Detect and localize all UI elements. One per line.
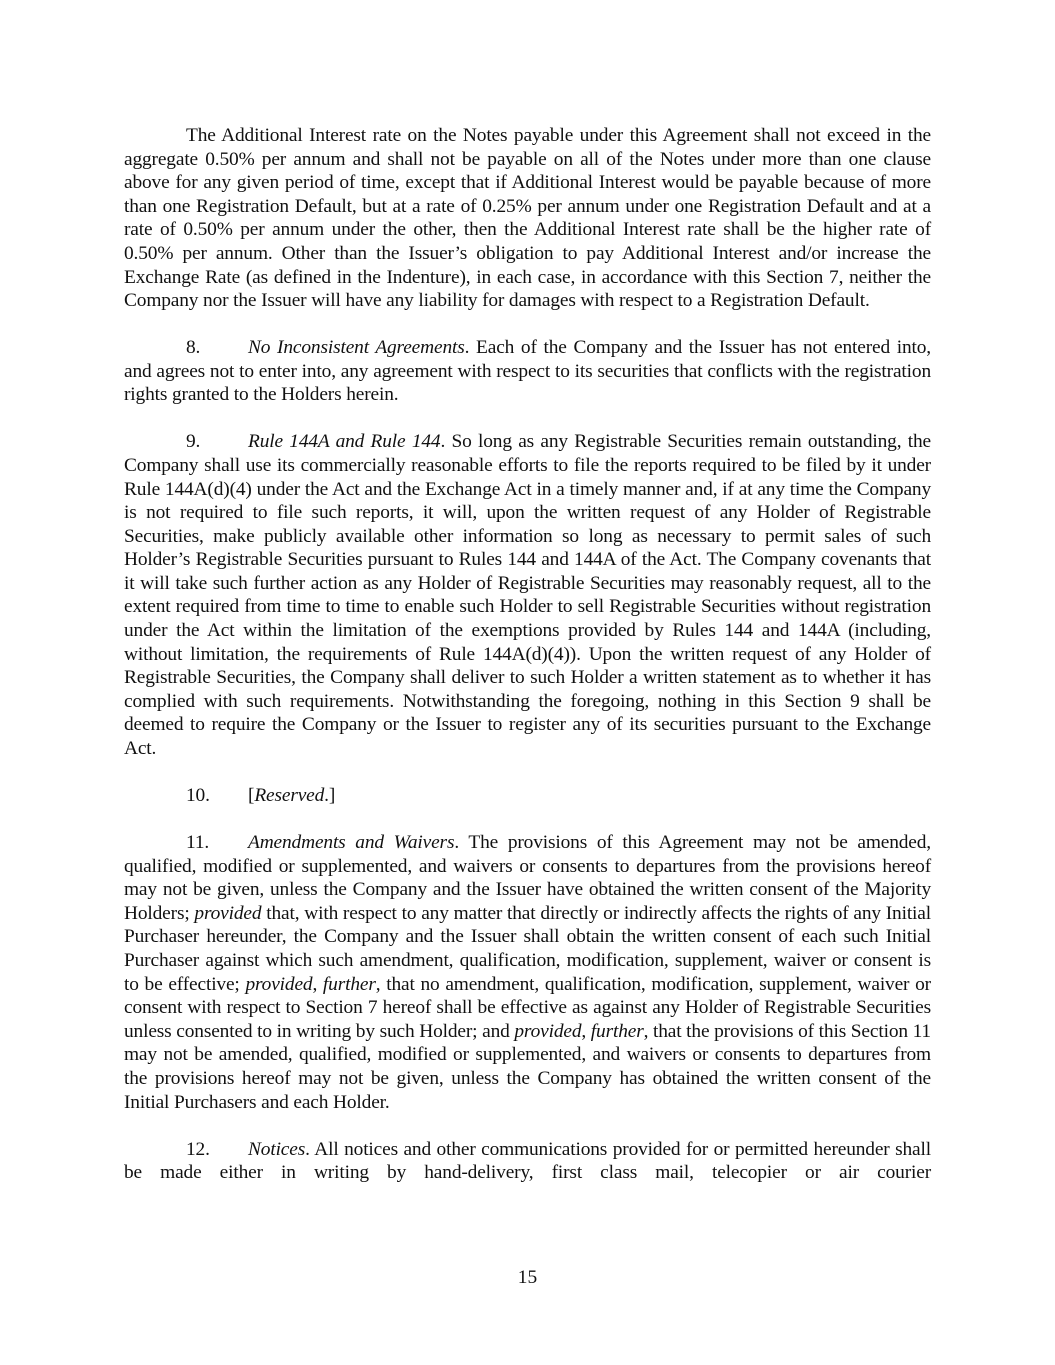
section-text: . Each of the Company and the Issuer has not entered into, and agrees not to enter into, any agreement with respect to its securities that conflicts with the registration rights granted to the Holders herein.	[124, 337, 931, 406]
paragraph-additional-interest	[124, 124, 931, 313]
section-number: 11.	[186, 832, 210, 853]
section-number: 10.	[186, 785, 210, 807]
section-text: that, with respect to any matter that directly or indirectly affects the rights of any Initial Purchaser hereunder, the Company and the Issuer shall obtain the written consent of each such Initial Purchaser against which such amendment, qualification, modification, supplement, waiver or consent is to be effective;	[124, 902, 931, 995]
italic-term: further	[590, 1020, 644, 1042]
italic-term: further	[322, 973, 376, 995]
open-bracket: [	[248, 785, 255, 807]
section-text: . The provisions of this Agreement may not be amended, qualified, modified or supplemented, and waivers or consents to departures from the provisions hereof may not be given, unless the Company and the Issuer have obtained the written consent of the Majority Holders;	[124, 832, 931, 924]
section-text: .]	[324, 785, 336, 807]
section-11-amendments-and-waivers	[124, 831, 931, 1114]
section-12-notices	[124, 1138, 931, 1185]
section-heading: Reserved	[254, 785, 325, 807]
section-10-reserved	[124, 784, 931, 808]
section-number: 9.	[186, 431, 201, 453]
section-heading: Amendments and Waivers	[248, 832, 455, 853]
section-number: 8.	[186, 337, 201, 359]
page-number: 15	[517, 1267, 538, 1288]
italic-term: provided	[245, 973, 313, 995]
section-number: 12.	[186, 1138, 210, 1160]
document-page	[124, 124, 931, 1208]
section-heading: No Inconsistent Agreements	[248, 337, 465, 359]
italic-term: provided	[194, 902, 262, 924]
section-8-no-inconsistent-agreements	[124, 336, 931, 407]
section-text: . So long as any Registrable Securities remain outstanding, the Company shall use its commercially reasonable efforts to file the reports required to be filed by it under Rule 144A(d)(4) under the Act and the Exchange Act in a timely manner and, if at any time the Company is not required to file such reports, it will, upon the written request of any Holder of Registrable Securities, make publicly available other information so long as necessary to permit sales of such Holder’s Registrable Securities pursuant to Rules 144 and 144A of the Act. The Company covenants that it will take such further action as any Holder of Registrable Securities may reasonably request, all to the extent required from time to time to enable such Holder to sell Registrable Securities without registration under the Act within the limitation of the exemptions provided by Rules 144 and 144A (including, without limitation, the requirements of Rule 144A(d)(4)). Upon the written request of any Holder of Registrable Securities, the Company shall deliver to such Holder a written statement as to whether it has complied with such requirements. Notwithstanding the foregoing, nothing in this Section 9 shall be deemed to require the Company or the Issuer to register any of its securities pursuant to the Exchange Act.	[124, 431, 931, 760]
italic-term: provided	[514, 1020, 582, 1042]
section-text: , that no amendment, qualification, modification, supplement, waiver or consent with respect to Section 7 hereof shall be effective as against any Holder of Registrable Securities unless consented to in writing by such Holder; and	[124, 973, 931, 1042]
section-heading: Rule 144A and Rule 144	[248, 431, 441, 453]
section-text: ,	[581, 1020, 591, 1042]
section-text: ,	[312, 973, 323, 995]
section-9-rule-144a	[124, 430, 931, 760]
section-text: . All notices and other communications provided for or permitted hereunder shall be made either in writing by hand-delivery, first class mail, telecopier or air courier	[124, 1138, 931, 1184]
section-text: , that the provisions of this Section 11 may not be amended, qualified, modified or supplemented, and waivers or consents to departures from the provisions hereof may not be given, unless the Company has obtained the written consent of the Initial Purchasers and each Holder.	[124, 1020, 931, 1113]
paragraph-text: The Additional Interest rate on the Notes payable under this Agreement shall not exceed in the aggregate 0.50% per annum and shall not be payable on all of the Notes under more than one clause above for any given period of time, except that if Additional Interest would be payable because of more than one Registration Default, but at a rate of 0.25% per annum under one Registration Default and at a rate of 0.50% per annum under the other, then the Additional Interest rate shall be the higher rate of 0.50% per annum. Other than the Issuer’s obligation to pay Additional Interest and/or increase the Exchange Rate (as defined in the Indenture), in each case, in accordance with this Section 7, neither the Company nor the Issuer will have any liability for damages with respect to a Registration Default.	[124, 125, 931, 312]
section-heading: Notices	[248, 1138, 306, 1160]
